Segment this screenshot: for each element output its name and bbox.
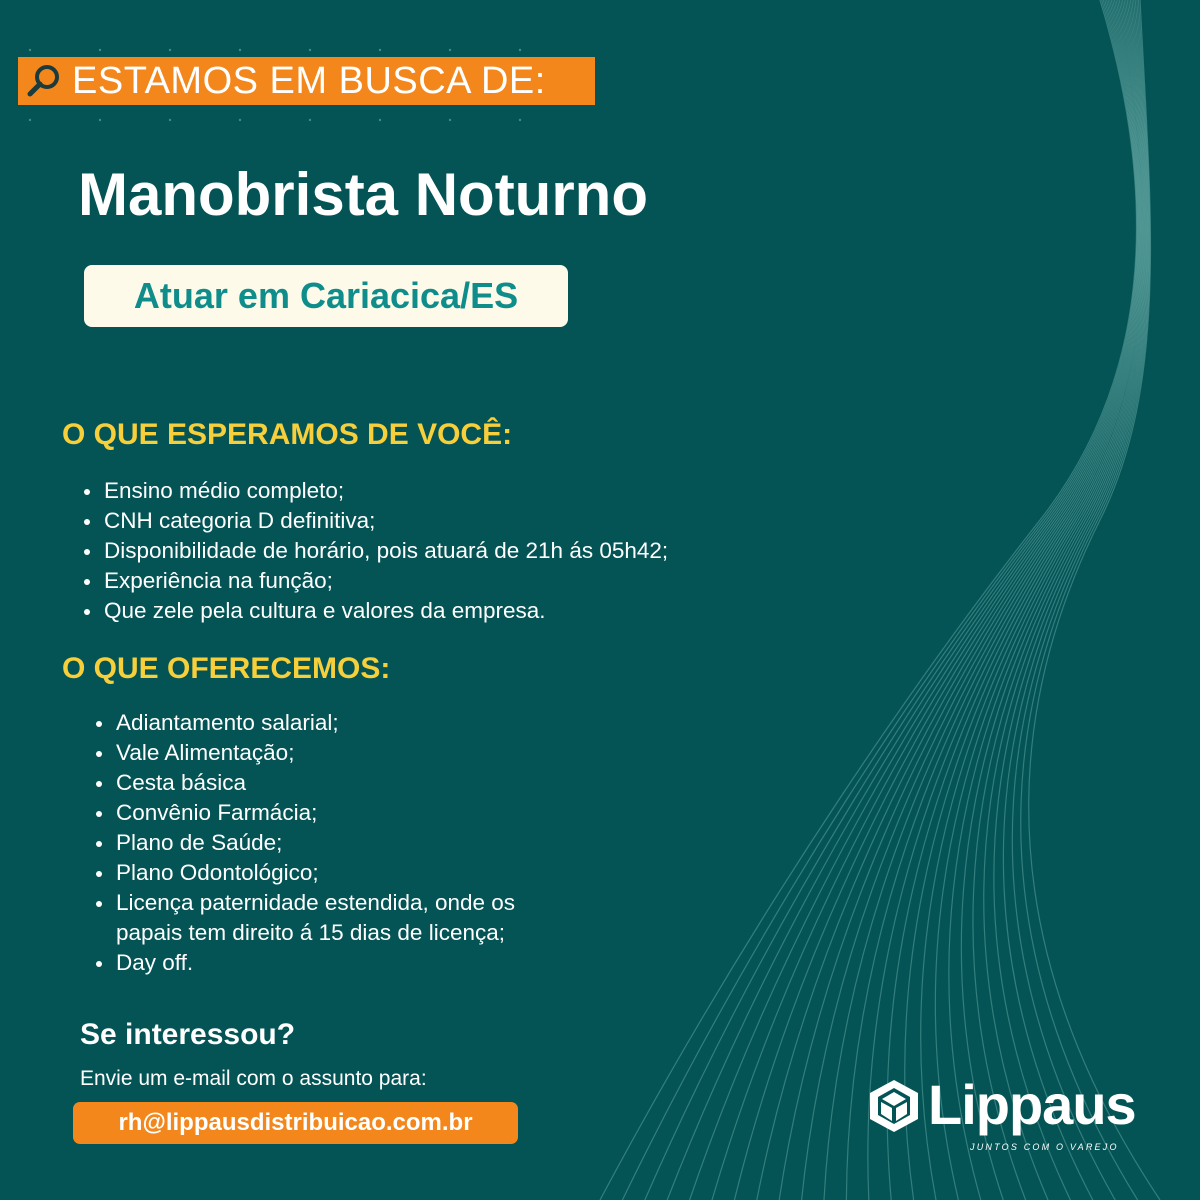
contact-heading: Se interessou? [80, 1018, 296, 1051]
list-item: Que zele pela cultura e valores da empresa. [80, 596, 668, 626]
contact-instruction: Envie um e-mail com o assunto para: [80, 1067, 427, 1090]
wave-line [734, 0, 1139, 1200]
wave-line [622, 0, 1137, 1200]
brand-name: Lippaus [928, 1073, 1136, 1136]
wave-line [868, 0, 1143, 1200]
list-item: Plano de Saúde; [92, 828, 515, 858]
email-address[interactable]: rh@lippausdistribuicao.com.br [118, 1109, 473, 1136]
list-item: Vale Alimentação; [92, 738, 515, 768]
list-item: Adiantamento salarial; [92, 708, 515, 738]
wave-line [600, 0, 1136, 1200]
job-title: Manobrista Noturno [78, 161, 648, 228]
wave-line [1012, 0, 1149, 1200]
wave-line [712, 0, 1139, 1200]
magnifier-icon [24, 61, 64, 101]
list-item: Licença paternidade estendida, onde os [92, 888, 515, 918]
expectations-heading: O QUE ESPERAMOS DE VOCÊ: [62, 418, 513, 451]
list-item: CNH categoria D definitiva; [80, 506, 668, 536]
wave-line [757, 0, 1141, 1200]
list-item: Disponibilidade de horário, pois atuará de 21h ás 05h42; [80, 536, 668, 566]
list-item: Convênio Farmácia; [92, 798, 515, 828]
wave-line [887, 0, 1144, 1200]
wave-line [1003, 0, 1148, 1200]
list-item: Plano Odontológico; [92, 858, 515, 888]
list-item: Ensino médio completo; [80, 476, 668, 506]
list-item: Day off. [92, 948, 515, 978]
cube-logo-icon [864, 1076, 924, 1136]
expectations-list [80, 476, 668, 626]
banner-text: ESTAMOS EM BUSCA DE: [72, 59, 546, 102]
brand-tagline: JUNTOS COM O VAREJO [970, 1142, 1119, 1152]
list-item: Cesta básica [92, 768, 515, 798]
offers-heading: O QUE OFERECEMOS: [62, 652, 391, 685]
wave-line [921, 0, 1145, 1200]
brand-logo [864, 1072, 1164, 1162]
wave-line [690, 0, 1139, 1200]
location-badge [84, 265, 568, 327]
wave-line [802, 0, 1142, 1200]
list-item-continuation: papais tem direito á 15 dias de licença; [116, 920, 505, 945]
search-banner [18, 57, 595, 105]
list-item: Experiência na função; [80, 566, 668, 596]
wave-line [935, 0, 1145, 1200]
offers-list [92, 708, 515, 978]
location-text: Atuar em Cariacica/ES [133, 275, 519, 316]
email-badge[interactable] [73, 1102, 518, 1144]
wave-line [1021, 0, 1150, 1200]
